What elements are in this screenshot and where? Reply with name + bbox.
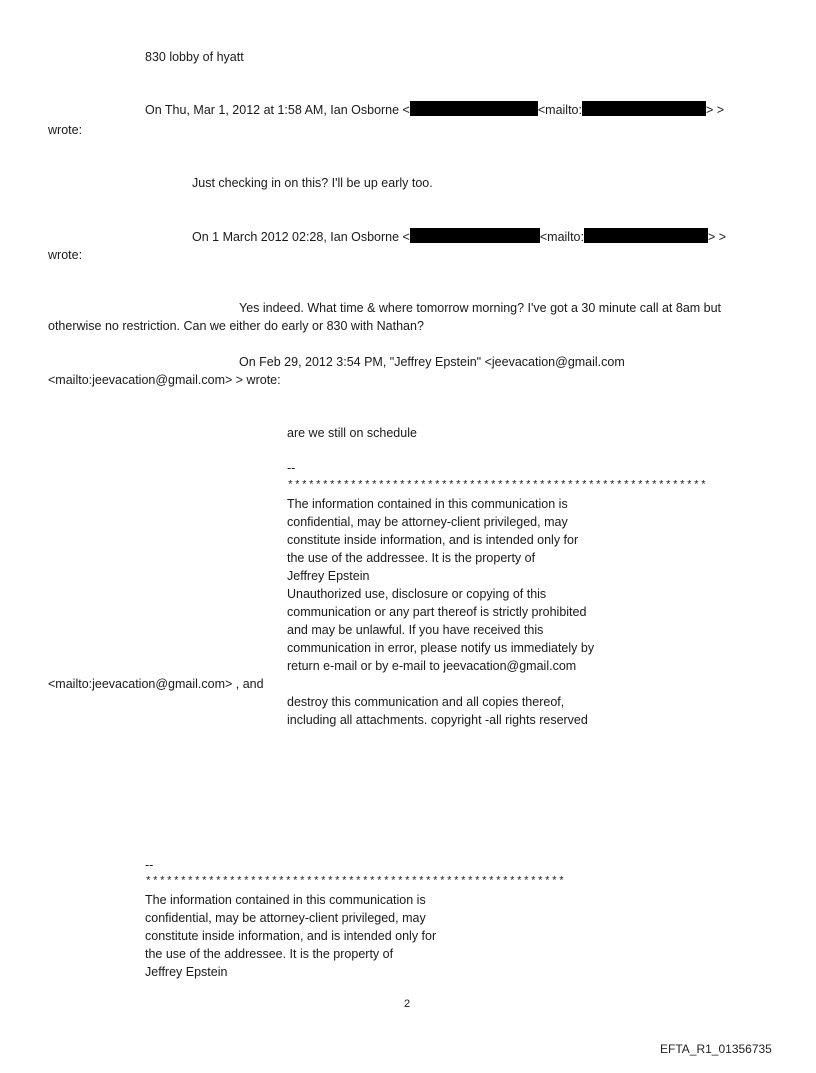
disclaimer-line: constitute inside information, and is intended only for: [287, 533, 579, 547]
header-2-mailto: <mailto:: [539, 230, 584, 244]
disclaimer-line: including all attachments. copyright -all rights reserved: [287, 713, 588, 727]
message-2-line-1: Yes indeed. What time & where tomorrow morning? I've got a 30 minute call at 8am but: [239, 301, 722, 315]
header-2-prefix: On 1 March 2012 02:28, Ian Osborne <: [192, 230, 410, 244]
disclaimer-inner: [287, 495, 594, 675]
asterisk-divider: ************************************************************: [287, 480, 708, 492]
page-number: 2: [404, 998, 411, 1010]
header-1-suffix: > >: [705, 103, 725, 117]
header-2-wrote: wrote:: [48, 248, 83, 262]
disclaimer-line: communication or any part thereof is strictly prohibited: [287, 605, 587, 619]
disclaimer-outer: [145, 891, 436, 981]
message-2-line-2: otherwise no restriction. Can we either do early or 830 with Nathan?: [48, 319, 424, 333]
quoted-header-2: [192, 228, 726, 246]
quoted-header-3-line-2: <mailto:jeevacation@gmail.com> > wrote:: [48, 373, 281, 387]
redacted-email: [584, 228, 708, 243]
reply-text: 830 lobby of hyatt: [145, 50, 244, 64]
message-1: Just checking in on this? I'll be up early too.: [192, 176, 433, 190]
disclaimer-line: confidential, may be attorney-client privileged, may: [287, 515, 568, 529]
disclaimer-line: the use of the addressee. It is the property of: [287, 551, 536, 565]
disclaimer-line: Unauthorized use, disclosure or copying of this: [287, 587, 547, 601]
disclaimer-line: the use of the addressee. It is the property of: [145, 947, 394, 961]
quoted-header-3-line-1: On Feb 29, 2012 3:54 PM, "Jeffrey Epstein" <jeevacation@gmail.com: [239, 355, 625, 369]
signature-separator: --: [287, 461, 296, 475]
redacted-email: [582, 101, 706, 116]
disclaimer-line: constitute inside information, and is intended only for: [145, 929, 437, 943]
header-1-prefix: On Thu, Mar 1, 2012 at 1:58 AM, Ian Osborne <: [145, 103, 410, 117]
disclaimer-line: The information contained in this communication is: [145, 893, 426, 907]
disclaimer-line: return e-mail or by e-mail to jeevacation@gmail.com: [287, 659, 577, 673]
disclaimer-line: and may be unlawful. If you have received this: [287, 623, 544, 637]
disclaimer-mailto-line: <mailto:jeevacation@gmail.com> , and: [48, 677, 264, 691]
disclaimer-line: confidential, may be attorney-client privileged, may: [145, 911, 426, 925]
header-2-suffix: > >: [707, 230, 727, 244]
quoted-header-1: [145, 101, 724, 119]
document-id: EFTA_R1_01356735: [660, 1042, 772, 1056]
asterisk-divider: ************************************************************: [145, 876, 566, 888]
disclaimer-line: communication in error, please notify us immediately by: [287, 641, 595, 655]
redacted-email: [410, 101, 538, 116]
header-1-mailto: <mailto:: [537, 103, 582, 117]
header-1-wrote: wrote:: [48, 123, 83, 137]
disclaimer-line: Jeffrey Epstein: [287, 569, 370, 583]
message-3: are we still on schedule: [287, 426, 417, 440]
disclaimer-line: destroy this communication and all copies thereof,: [287, 695, 565, 709]
disclaimer-inner-closing: [287, 693, 588, 729]
disclaimer-line: Jeffrey Epstein: [145, 965, 228, 979]
disclaimer-line: The information contained in this communication is: [287, 497, 568, 511]
redacted-email: [410, 228, 540, 243]
signature-separator: --: [145, 858, 154, 872]
